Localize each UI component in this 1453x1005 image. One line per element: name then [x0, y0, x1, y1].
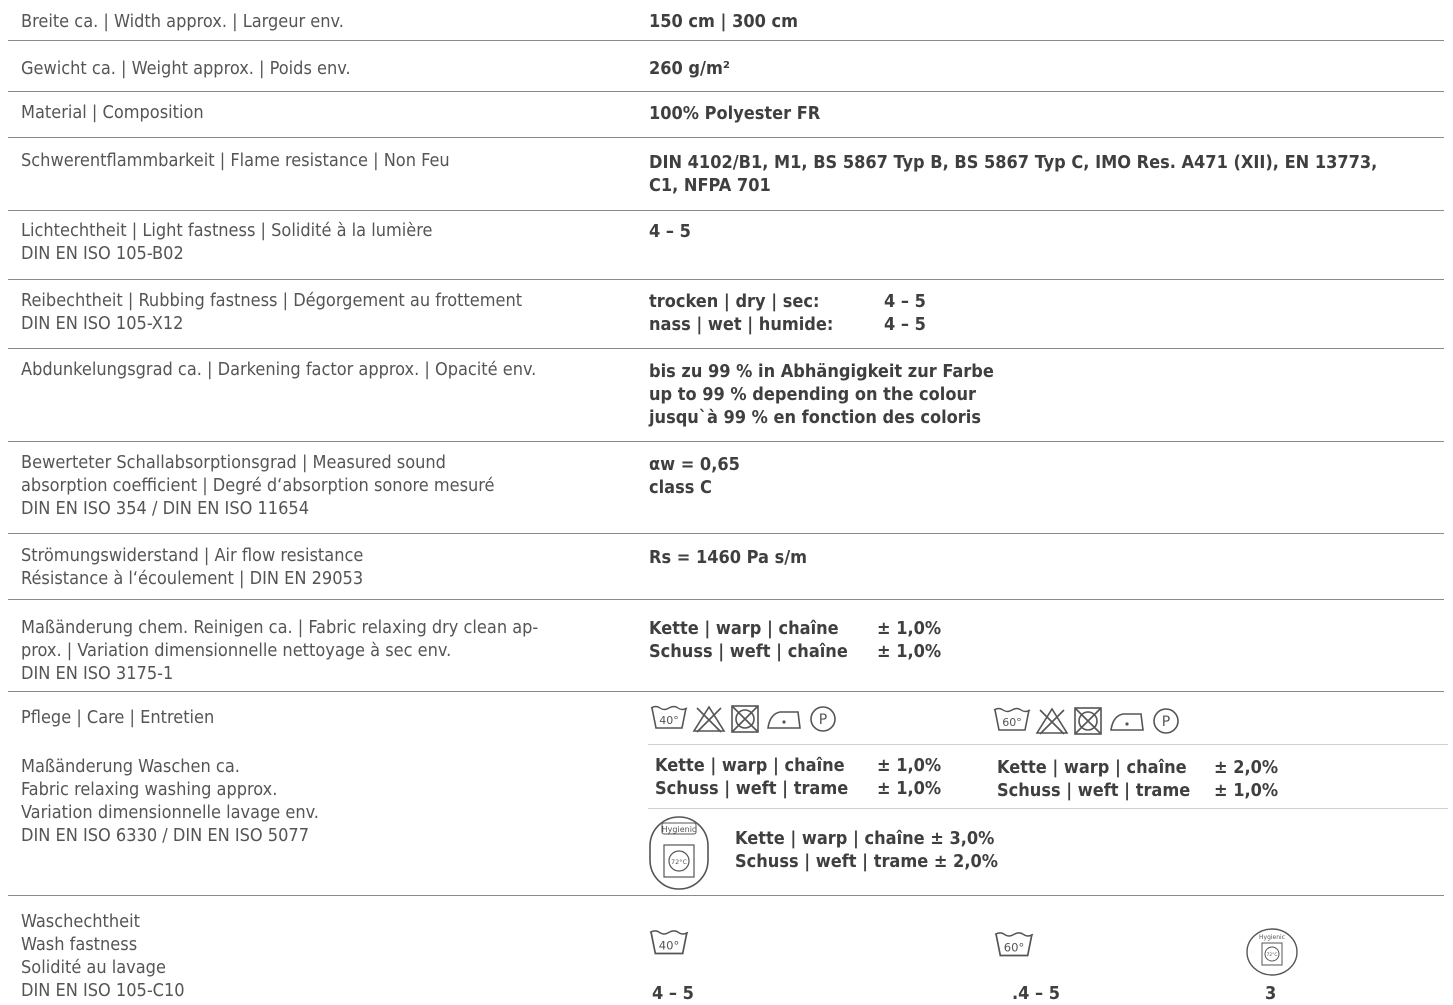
- rubbing-dry-value: 4 – 5: [884, 291, 926, 312]
- rubbing-wet-label: nass | wet | humide:: [649, 314, 834, 335]
- wash-fastness-label: Waschechtheit Wash fastness Solidité au lavage DIN EN ISO 105-C10: [21, 911, 185, 1001]
- wash40-warp-label: Kette | warp | chaîne: [655, 755, 845, 776]
- hygienic-temp-small: 72°C: [1266, 953, 1278, 958]
- dryclean-p-icon: [1151, 706, 1181, 736]
- dryclean-warp-value: ± 1,0%: [877, 618, 942, 639]
- wash-tub-icon: [650, 704, 688, 734]
- divider: [8, 137, 1444, 138]
- wash-tub-icon: [993, 706, 1031, 736]
- divider: [8, 279, 1444, 280]
- spec-value-darkening: bis zu 99 % in Abhängigkeit zur Farbe up to 99 % depending on the colour jusqu`à 99 % en fonction des coloris: [649, 361, 994, 428]
- care-subdivider: [648, 744, 1448, 745]
- iron-icon: [1107, 706, 1147, 736]
- hygienic-shrinkage: Kette | warp | chaîne ± 3,0% Schuss | weft | trame ± 2,0%: [735, 828, 998, 872]
- spec-label-rubbing: Reibechtheit | Rubbing fastness | Dégorgement au frottement DIN EN ISO 105-X12: [21, 290, 523, 334]
- spec-value-weight: 260 g/m²: [649, 58, 730, 79]
- spec-label-material: Material | Composition: [21, 102, 204, 123]
- spec-label-darkening: Abdunkelungsgrad ca. | Darkening factor approx. | Opacité env.: [21, 359, 537, 380]
- dryclean-warp-label: Kette | warp | chaîne: [649, 618, 839, 639]
- wash60-warp-value: ± 2,0%: [1214, 757, 1279, 778]
- wash-fastness-temp-40: 40°: [658, 938, 680, 953]
- divider: [8, 210, 1444, 211]
- spec-value-material: 100% Polyester FR: [649, 103, 821, 124]
- no-tumble-dry-icon: [1073, 706, 1103, 736]
- hygienic-label-small: Hygienic: [1259, 934, 1285, 941]
- care-label: Pflege | Care | Entretien: [21, 707, 215, 728]
- spec-label-lightfastness: Lichtechtheit | Light fastness | Solidité à la lumière DIN EN ISO 105-B02: [21, 220, 433, 264]
- divider: [8, 895, 1444, 896]
- no-bleach-icon: [1035, 706, 1069, 736]
- hygienic-wash-icon: [648, 815, 710, 891]
- spec-value-flame: DIN 4102/B1, M1, BS 5867 Typ B, BS 5867 Typ C, IMO Res. A471 (XII), EN 13773, C1, NFPA 701: [649, 152, 1378, 196]
- divider: [8, 441, 1444, 442]
- wash60-weft-value: ± 1,0%: [1214, 780, 1279, 801]
- care-subdivider: [648, 808, 1448, 809]
- care-icons-60: [993, 706, 1181, 736]
- divider: [8, 40, 1444, 41]
- spec-label-weight: Gewicht ca. | Weight approx. | Poids env.: [21, 58, 351, 79]
- no-tumble-dry-icon: [730, 704, 760, 734]
- hygienic-wash-icon: [1244, 927, 1300, 977]
- wash60-weft-label: Schuss | weft | trame: [997, 780, 1191, 801]
- wash-tub-icon: [994, 930, 1034, 962]
- wash-temp-60: 60°: [1002, 716, 1022, 729]
- wash40-weft-label: Schuss | weft | trame: [655, 778, 849, 799]
- dryclean-weft-value: ± 1,0%: [877, 641, 942, 662]
- divider: [8, 533, 1444, 534]
- wash40-weft-value: ± 1,0%: [877, 778, 942, 799]
- wash-tub-icon: [649, 928, 689, 960]
- spec-value-airflow: Rs = 1460 Pa s/m: [649, 547, 808, 568]
- divider: [8, 348, 1444, 349]
- svg-text:P: P: [1161, 714, 1171, 730]
- divider: [8, 91, 1444, 92]
- wash-fastness-value-60: .4 – 5: [1012, 983, 1061, 1004]
- wash-fastness-value-hygienic: 3: [1265, 983, 1277, 1004]
- spec-label-dryclean: Maßänderung chem. Reinigen ca. | Fabric relaxing dry clean ap- prox. | Variation dimensionnelle nettoyage à sec env. DIN EN ISO 3175-1: [21, 617, 539, 684]
- hygienic-temp: 72°C: [670, 858, 688, 866]
- iron-icon: [764, 704, 804, 734]
- care-icons-40: [650, 704, 838, 734]
- wash60-warp-label: Kette | warp | chaîne: [997, 757, 1187, 778]
- dryclean-p-icon: [808, 704, 838, 734]
- spec-label-flame: Schwerentflammbarkeit | Flame resistance | Non Feu: [21, 150, 450, 171]
- spec-label-airflow: Strömungswiderstand | Air flow resistance Résistance à l‘écoulement | DIN EN 29053: [21, 545, 364, 589]
- wash-shrinkage-label: Maßänderung Waschen ca. Fabric relaxing washing approx. Variation dimensionnelle lavage env. DIN EN ISO 6330 / DIN EN ISO 5077: [21, 756, 319, 846]
- spec-value-sound: αw = 0,65 class C: [649, 454, 740, 498]
- spec-value-width: 150 cm | 300 cm: [649, 11, 799, 32]
- wash40-warp-value: ± 1,0%: [877, 755, 942, 776]
- no-bleach-icon: [692, 704, 726, 734]
- wash-temp-40: 40°: [659, 714, 679, 727]
- hygienic-label: Hygienic: [661, 825, 697, 834]
- spec-label-width: Breite ca. | Width approx. | Largeur env.: [21, 11, 344, 32]
- wash-fastness-temp-60: 60°: [1003, 940, 1025, 955]
- rubbing-wet-value: 4 – 5: [884, 314, 926, 335]
- spec-label-sound: Bewerteter Schallabsorptionsgrad | Measured sound absorption coefficient | Degré d‘absorption sonore mesuré DIN EN ISO 354 / DIN EN ISO 11654: [21, 452, 495, 519]
- rubbing-dry-label: trocken | dry | sec:: [649, 291, 820, 312]
- dryclean-weft-label: Schuss | weft | chaîne: [649, 641, 848, 662]
- svg-text:P: P: [818, 712, 828, 728]
- divider: [8, 599, 1444, 600]
- divider: [8, 691, 1444, 692]
- wash-fastness-value-40: 4 – 5: [652, 983, 694, 1004]
- spec-value-lightfastness: 4 – 5: [649, 221, 691, 242]
